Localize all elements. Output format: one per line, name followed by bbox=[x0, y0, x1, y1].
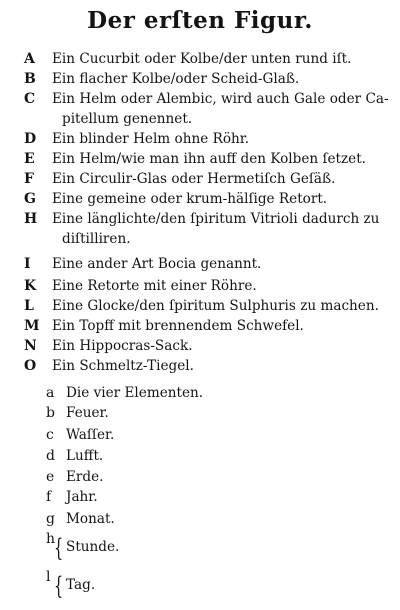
entry-letter: N bbox=[24, 338, 37, 354]
entry-letter: F bbox=[24, 171, 34, 187]
entry-text: Ein Cucurbit oder Kolbe/der unten rund iſt. bbox=[52, 51, 352, 67]
entry-letter: A bbox=[24, 51, 35, 67]
entry-letter: O bbox=[24, 358, 37, 374]
entry-text: Eine Glocke/den ſpiritum Sulphuris zu machen. bbox=[52, 298, 379, 314]
symbol-letter: e bbox=[46, 469, 55, 485]
entry-text-continuation: pitellum genennet. bbox=[62, 111, 193, 127]
entry-letter: M bbox=[24, 318, 40, 334]
symbol-letter: c bbox=[46, 427, 54, 443]
symbol-letter: b bbox=[46, 405, 55, 421]
entry-letter: D bbox=[24, 131, 37, 147]
entry-letter: C bbox=[24, 91, 36, 107]
entry-text: Ein Topff mit brennendem Schwefel. bbox=[52, 318, 304, 334]
brace-glyph: { bbox=[54, 534, 64, 562]
entry-text: Ein flacher Kolbe/oder Scheid-Glaß. bbox=[52, 71, 300, 87]
entry-text: Eine ander Art Bocia genannt. bbox=[52, 256, 262, 272]
entry-letter: L bbox=[24, 298, 34, 314]
symbol-letter: f bbox=[46, 489, 52, 505]
symbol-letter: g bbox=[46, 511, 55, 527]
entry-text: Eine Retorte mit einer Röhre. bbox=[52, 278, 257, 294]
entry-text: Ein Schmeltz-Tiegel. bbox=[52, 358, 194, 374]
symbol-text: Lufft. bbox=[66, 448, 104, 464]
entry-text: Ein Helm oder Alembic, wird auch Gale oder Ca- bbox=[52, 91, 389, 107]
entry-text: Ein Circulir-Glas oder Hermetiſch Geſäß. bbox=[52, 171, 336, 187]
brace-glyph: { bbox=[54, 572, 64, 600]
symbol-text: Erde. bbox=[66, 469, 104, 485]
entry-letter: H bbox=[24, 211, 38, 227]
symbol-letter: l bbox=[46, 569, 51, 585]
symbol-text: Waſſer. bbox=[66, 427, 115, 443]
entry-text: Eine gemeine oder krum-hälſige Retort. bbox=[52, 191, 328, 207]
entry-text: Ein Hippocras-Sack. bbox=[52, 338, 193, 354]
entry-text: Eine länglichte/den ſpiritum Vitrioli dadurch zu bbox=[52, 211, 380, 227]
symbol-letter: a bbox=[46, 385, 55, 401]
page-title: Der erſten Figur. bbox=[87, 7, 313, 34]
entry-letter: G bbox=[24, 191, 36, 207]
entry-letter: B bbox=[24, 71, 36, 87]
entry-text-continuation: diſtilliren. bbox=[62, 231, 131, 247]
entry-letter: E bbox=[24, 151, 35, 167]
symbol-letter: d bbox=[46, 448, 55, 464]
symbol-text: Stunde. bbox=[66, 539, 120, 555]
entry-letter: I bbox=[24, 256, 31, 272]
entry-text: Ein blinder Helm ohne Röhr. bbox=[52, 131, 250, 147]
symbol-text: Jahr. bbox=[66, 489, 98, 505]
symbol-text: Tag. bbox=[66, 577, 96, 593]
symbol-text: Die vier Elementen. bbox=[66, 385, 204, 401]
entry-text: Ein Helm/wie man ihn auff den Kolben ſetzet. bbox=[52, 151, 366, 167]
entry-letter: K bbox=[24, 278, 37, 294]
symbol-text: Monat. bbox=[66, 511, 115, 527]
symbol-letter: h bbox=[46, 531, 56, 547]
symbol-text: Feuer. bbox=[66, 405, 109, 421]
